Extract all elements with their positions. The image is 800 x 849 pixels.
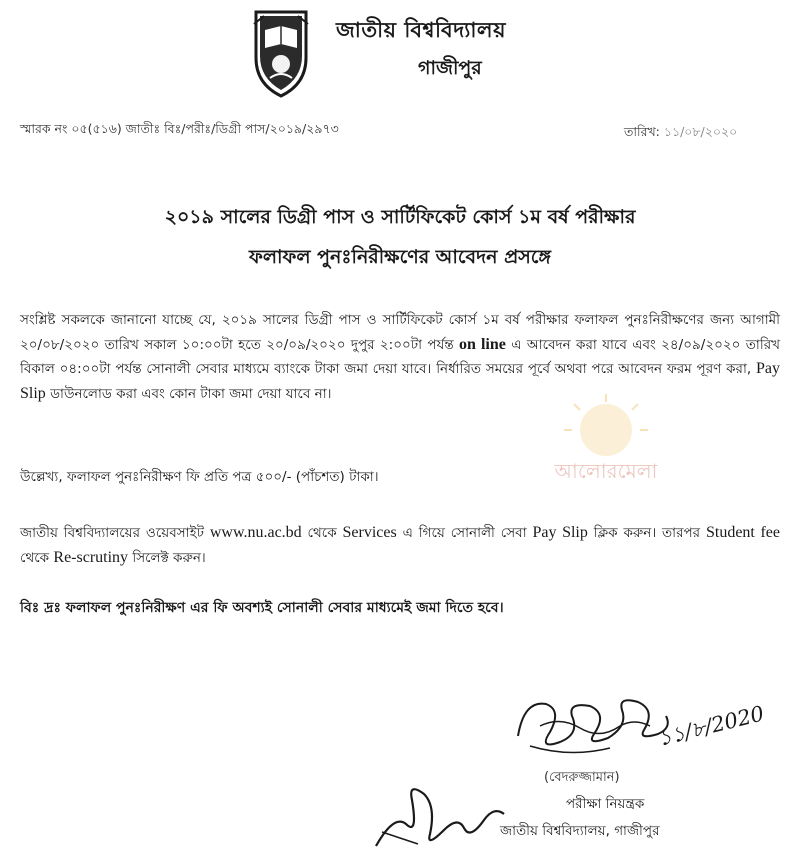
online-text: on line bbox=[459, 335, 506, 353]
watermark-text: আলোরমেলা bbox=[554, 459, 658, 483]
date-value: ১১/০৮/২০২০ bbox=[663, 124, 738, 139]
paragraph-text: জাতীয় বিশ্ববিদ্যালয়ের ওয়েবসাইট bbox=[20, 525, 210, 541]
date-label: তারিখ: bbox=[624, 124, 660, 139]
special-note: বিঃ দ্রঃ ফলাফল পুনঃনিরীক্ষণ এর ফি অবশ্যই সোনালী সেবার মাধ্যমেই জমা দিতে হবে। bbox=[20, 600, 504, 616]
paragraph-text: সংশ্লিষ্ট সকলকে জানানো যাচ্ছে যে, ২০১৯ সালের ডিগ্রী পাস ও সার্টিফিকেট কোর্স ১ম বর্ষ পরীক্ষার ফলাফল পুনঃনিরীক্ষণের জন্য আগামী ২০/০৮/২০২০ তারিখ সকাল ১০:০০টা হতে ২০/০৯/২০২০ দুপুর ২:০০টা পর্যন্ত bbox=[20, 312, 780, 353]
paragraph-text: সিলেক্ট করুন। bbox=[128, 549, 206, 566]
paragraph-text: এ গিয়ে সোনালী সেবা bbox=[396, 525, 533, 541]
student-fee-text: Student fee bbox=[705, 524, 780, 541]
pay-slip-text: Pay Slip bbox=[532, 524, 588, 541]
notice-paragraph-1 bbox=[20, 308, 780, 406]
university-logo bbox=[250, 6, 312, 98]
memo-number: স্মারক নং ০৫(৫১৬) জাতীঃ বিঃ/পরীঃ/ডিগ্রী পাস/২০১৯/২৯৭৩ bbox=[20, 121, 339, 136]
watermark-logo bbox=[546, 392, 666, 492]
org-name: জাতীয় বিশ্ববিদ্যালয় bbox=[336, 18, 506, 42]
notice-paragraph-fee: উল্লেখ্য, ফলাফল পুনঃনিরীক্ষণ ফি প্রতি পত্র ৫০০/- (পাঁচশত) টাকা। bbox=[20, 469, 379, 485]
pay-slip-text: Pay Slip bbox=[20, 360, 780, 402]
paragraph-text: থেকে bbox=[20, 549, 54, 566]
website-url: www.nu.ac.bd bbox=[209, 524, 302, 541]
signatory-title: পরীক্ষা নিয়ন্ত্রক bbox=[566, 796, 645, 812]
signatory-name: (বেদরুজ্জামান) bbox=[544, 770, 620, 785]
rescrutiny-text: Re-scrutiny bbox=[53, 548, 129, 566]
paragraph-text: এ আবেদন করা যাবে এবং ২৪/০৯/২০২০ তারিখ বিকাল ০৪:০০টা পর্যন্ত সোনালী সেবার মাধ্যমে ব্যাংকে টাকা জমা দেয়া যাবে। নির্ধারিত সময়ের পূর্বে অথবা পরে আবেদন ফরম পূরণ করা, bbox=[20, 336, 780, 377]
paragraph-text: ডাউনলোড করা এবং কোন টাকা জমা দেয়া যাবে না। bbox=[45, 385, 332, 402]
date-line bbox=[624, 124, 737, 144]
paragraph-text: থেকে bbox=[301, 525, 343, 541]
notice-title-line2: ফলাফল পুনঃনিরীক্ষণের আবেদন প্রসঙ্গে bbox=[248, 246, 552, 268]
signature-date: ১১/৮/2020 bbox=[655, 701, 767, 751]
signature-scribble bbox=[510, 676, 767, 768]
paragraph-text: ক্লিক করুন। তারপর bbox=[587, 525, 706, 541]
notice-paragraph-instructions bbox=[20, 521, 780, 570]
org-city: গাজীপুর bbox=[418, 57, 482, 79]
signatory-org: জাতীয় বিশ্ববিদ্যালয়, গাজীপুর bbox=[500, 823, 660, 839]
notice-title-line1: ২০১৯ সালের ডিগ্রী পাস ও সার্টিফিকেট কোর্স ১ম বর্ষ পরীক্ষার bbox=[164, 206, 636, 228]
services-text: Services bbox=[342, 524, 397, 541]
